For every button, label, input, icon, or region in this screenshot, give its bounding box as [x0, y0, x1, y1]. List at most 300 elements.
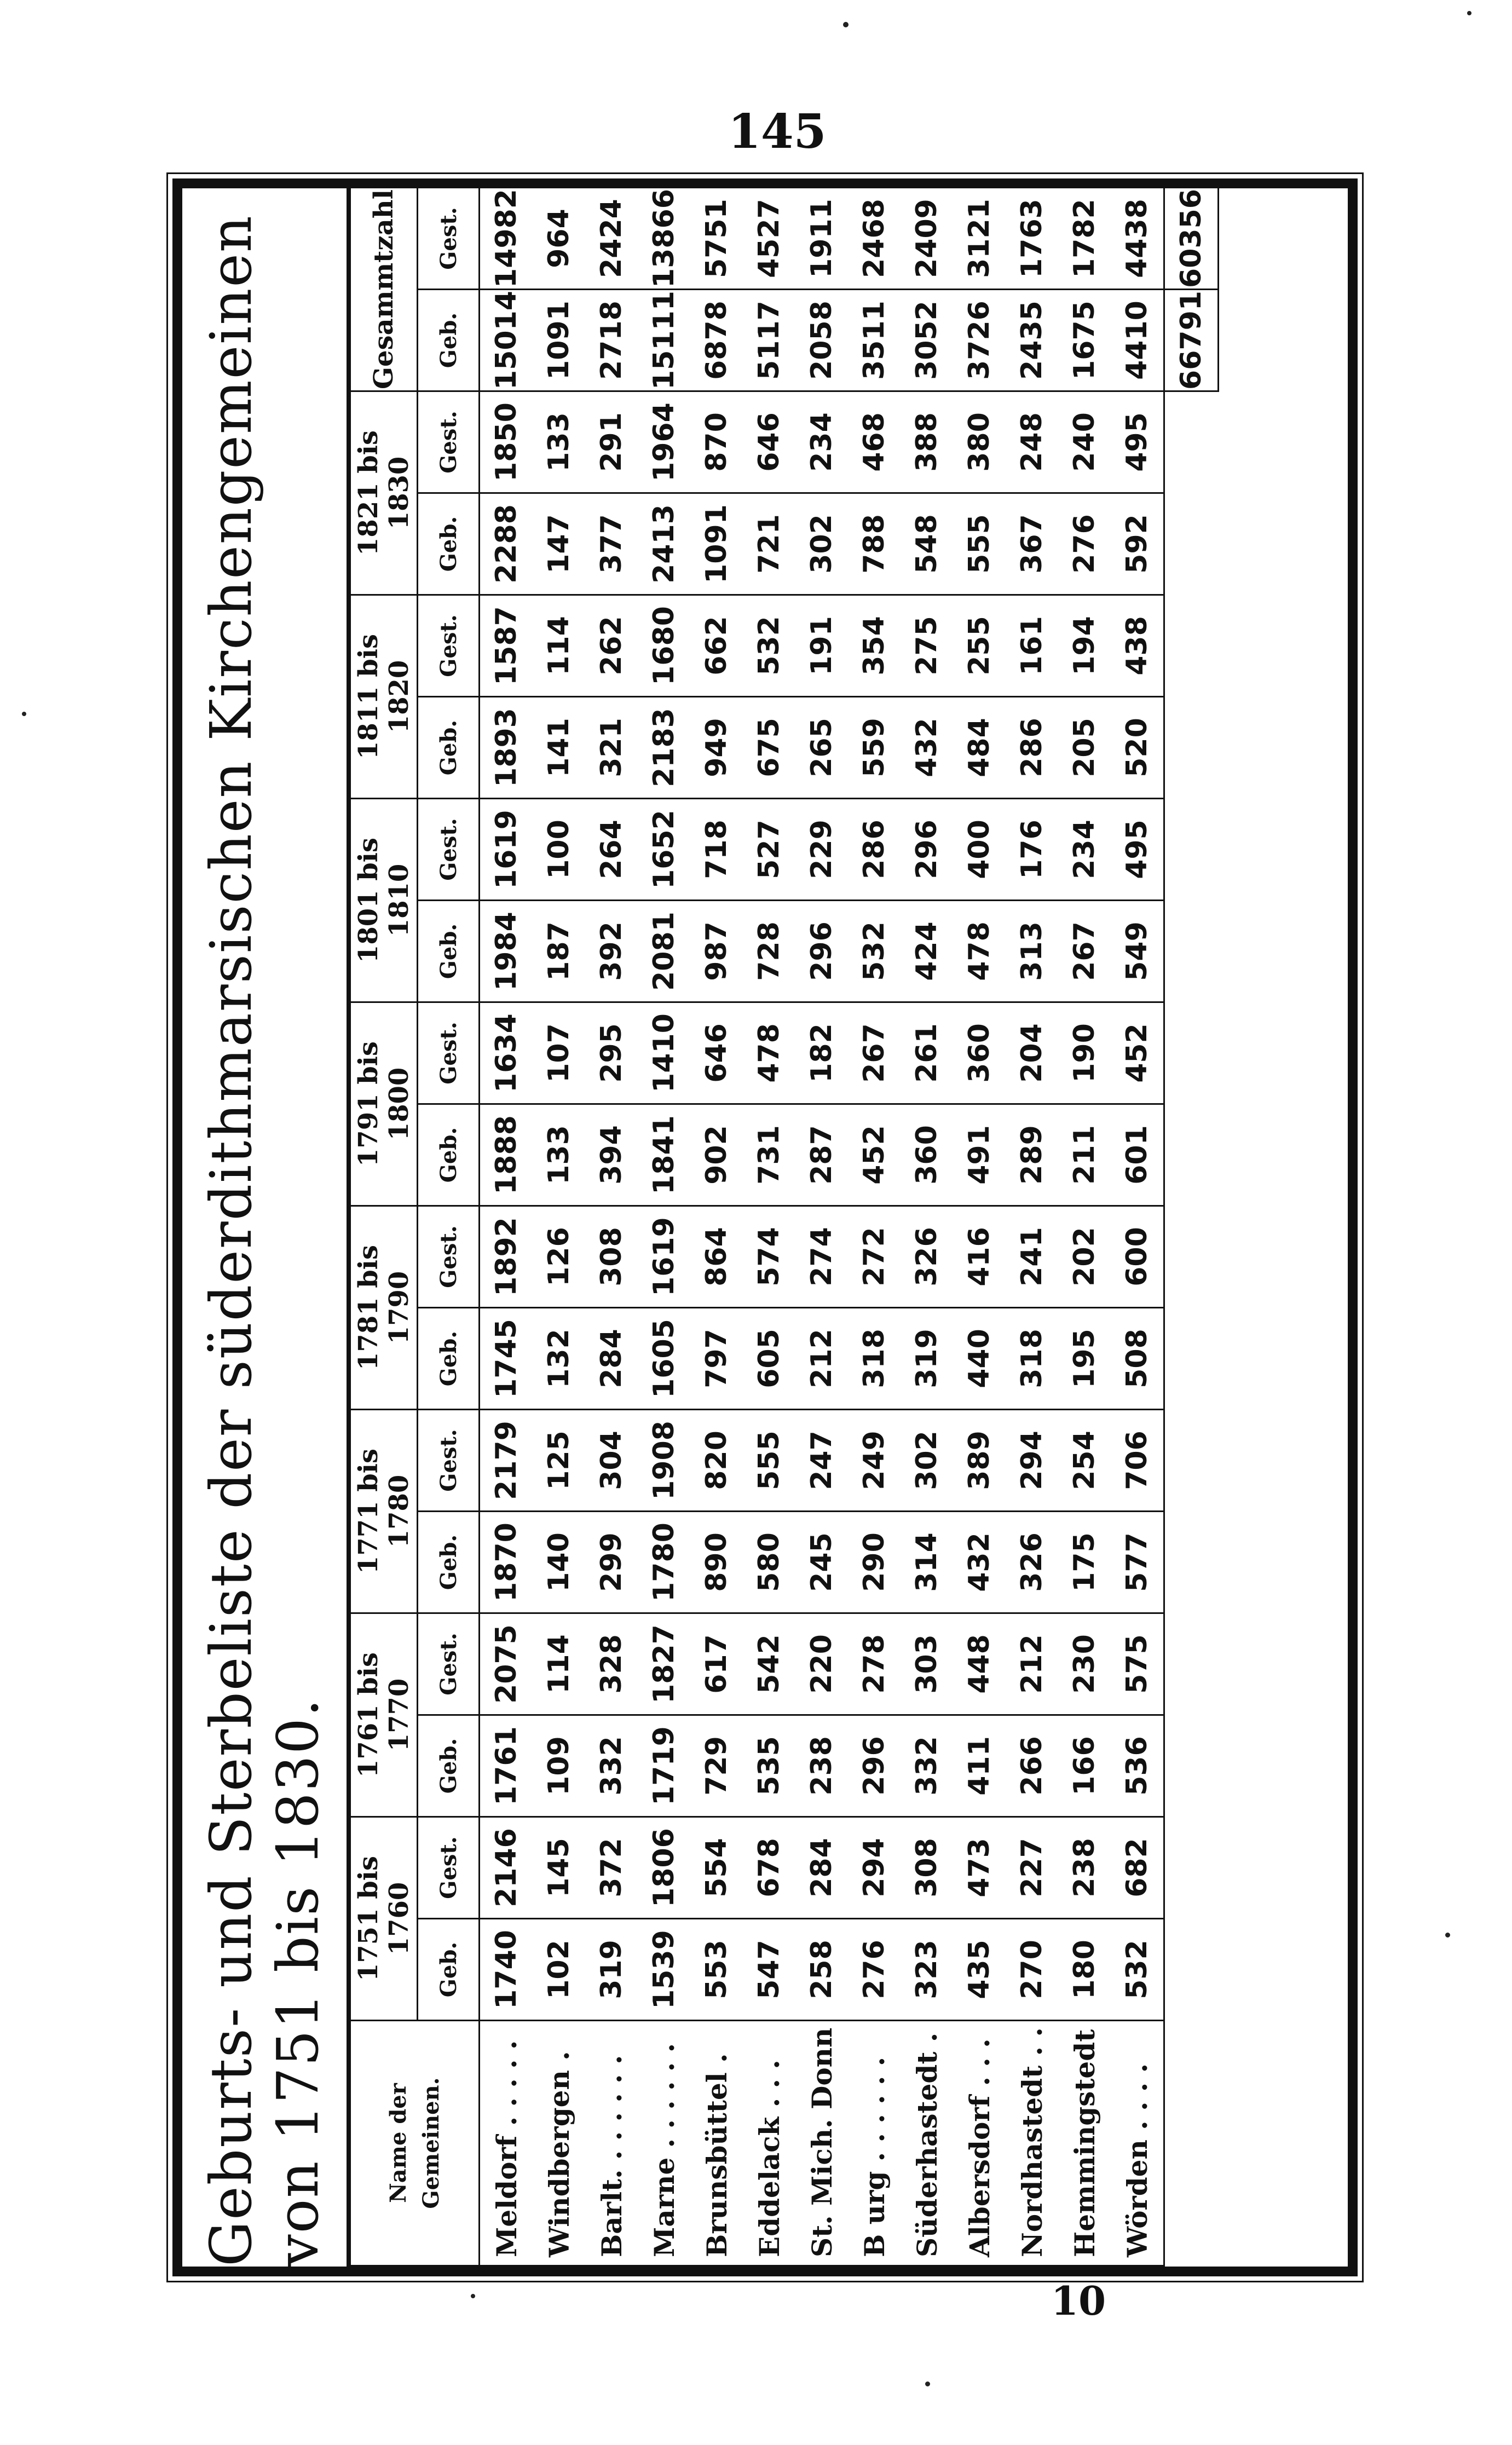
died-count-cell: 212	[1006, 1613, 1058, 1715]
born-count-cell: 2435	[1006, 290, 1058, 391]
born-count-cell: 296	[848, 1715, 901, 1817]
born-count-cell: 284	[585, 1308, 638, 1410]
born-subheader: Geb.	[418, 901, 480, 1002]
period-header: 1811 bis 1820	[350, 595, 418, 799]
born-count-cell: 2058	[795, 290, 848, 391]
born-subheader: Geb.	[418, 290, 480, 391]
born-subheader: Geb.	[418, 1919, 480, 2021]
died-count-cell: 4527	[743, 188, 795, 290]
died-count-cell: 3121	[953, 188, 1006, 290]
died-subheader: Gest.	[418, 391, 480, 493]
born-count-cell: 1888	[480, 1104, 533, 1206]
died-count-cell: 389	[953, 1410, 1006, 1512]
died-count-cell: 126	[533, 1206, 585, 1308]
born-count-cell: 287	[795, 1104, 848, 1206]
died-count-cell: 2424	[585, 188, 638, 290]
died-count-cell: 267	[848, 1002, 901, 1104]
grand-total-died: 60356	[1164, 188, 1219, 290]
table-row	[953, 188, 1006, 2266]
born-count-cell: 536	[1111, 1715, 1164, 1817]
born-count-cell: 559	[848, 697, 901, 799]
died-count-cell: 473	[953, 1817, 1006, 1919]
born-count-cell: 270	[1006, 1919, 1058, 2021]
born-count-cell: 2288	[480, 493, 533, 595]
born-count-cell: 394	[585, 1104, 638, 1206]
born-count-cell: 728	[743, 901, 795, 1002]
died-subheader: Gest.	[418, 1410, 480, 1512]
born-count-cell: 729	[690, 1715, 743, 1817]
born-count-cell: 318	[848, 1308, 901, 1410]
died-count-cell: 360	[953, 1002, 1006, 1104]
died-count-cell: 646	[743, 391, 795, 493]
ink-speck	[1445, 1933, 1450, 1937]
died-subheader: Gest.	[418, 595, 480, 697]
born-subheader: Geb.	[418, 1104, 480, 1206]
died-count-cell: 295	[585, 1002, 638, 1104]
born-count-cell: 605	[743, 1308, 795, 1410]
born-count-cell: 675	[743, 697, 795, 799]
born-count-cell: 797	[690, 1308, 743, 1410]
died-count-cell: 176	[1006, 799, 1058, 901]
died-count-cell: 107	[533, 1002, 585, 1104]
died-count-cell: 542	[743, 1613, 795, 1715]
died-count-cell: 438	[1111, 595, 1164, 697]
born-count-cell: 2183	[638, 697, 690, 799]
ink-speck	[471, 2294, 475, 2298]
birth-death-table	[349, 187, 1219, 2267]
died-count-cell: 13866	[638, 188, 690, 290]
table-row	[480, 188, 533, 2266]
born-count-cell: 553	[690, 1919, 743, 2021]
died-count-cell: 555	[743, 1410, 795, 1512]
died-count-cell: 468	[848, 391, 901, 493]
died-count-cell: 1850	[480, 391, 533, 493]
died-subheader: Gest.	[418, 799, 480, 901]
born-count-cell: 276	[1058, 493, 1111, 595]
died-count-cell: 820	[690, 1410, 743, 1512]
period-header: 1771 bis 1780	[350, 1410, 418, 1613]
period-header-row	[350, 188, 418, 2266]
born-count-cell: 2718	[585, 290, 638, 391]
died-count-cell: 220	[795, 1613, 848, 1715]
died-count-cell: 1652	[638, 799, 690, 901]
died-count-cell: 247	[795, 1410, 848, 1512]
born-count-cell: 2413	[638, 493, 690, 595]
died-count-cell: 254	[1058, 1410, 1111, 1512]
born-count-cell: 296	[795, 901, 848, 1002]
born-count-cell: 147	[533, 493, 585, 595]
born-count-cell: 286	[1006, 697, 1058, 799]
born-count-cell: 1893	[480, 697, 533, 799]
born-count-cell: 367	[1006, 493, 1058, 595]
born-count-cell: 1091	[690, 493, 743, 595]
born-count-cell: 440	[953, 1308, 1006, 1410]
died-count-cell: 354	[848, 595, 901, 697]
born-count-cell: 15014	[480, 290, 533, 391]
born-count-cell: 392	[585, 901, 638, 1002]
died-count-cell: 14982	[480, 188, 533, 290]
died-count-cell: 682	[1111, 1817, 1164, 1919]
died-subheader: Gest.	[418, 1002, 480, 1104]
died-count-cell: 240	[1058, 391, 1111, 493]
died-count-cell: 1782	[1058, 188, 1111, 290]
died-subheader: Gest.	[418, 1817, 480, 1919]
total-row-spacer	[1164, 391, 1219, 2266]
table-row	[638, 188, 690, 2266]
died-count-cell: 678	[743, 1817, 795, 1919]
parish-name: Barlt. . . . . . .	[585, 2021, 638, 2266]
ink-speck	[1467, 11, 1471, 15]
page-number: 145	[728, 104, 827, 159]
died-count-cell: 864	[690, 1206, 743, 1308]
died-count-cell: 272	[848, 1206, 901, 1308]
died-count-cell: 264	[585, 799, 638, 901]
born-count-cell: 377	[585, 493, 638, 595]
parish-name: Albersdorf . . .	[953, 2021, 1006, 2266]
died-count-cell: 1410	[638, 1002, 690, 1104]
died-count-cell: 230	[1058, 1613, 1111, 1715]
table-title: Geburts- und Sterbeliste der süderdithmarsischen Kirchengemeinen von 1751 bis 1830.	[182, 188, 349, 2267]
born-subheader: Geb.	[418, 1512, 480, 1613]
born-count-cell: 332	[585, 1715, 638, 1817]
born-count-cell: 141	[533, 697, 585, 799]
died-count-cell: 308	[901, 1817, 953, 1919]
grand-total-born: 66791	[1164, 290, 1219, 391]
born-count-cell: 580	[743, 1512, 795, 1613]
born-count-cell: 1841	[638, 1104, 690, 1206]
parish-name: Hemmingstedt	[1058, 2021, 1111, 2266]
born-count-cell: 187	[533, 901, 585, 1002]
born-count-cell: 258	[795, 1919, 848, 2021]
died-subheader: Gest.	[418, 1613, 480, 1715]
born-count-cell: 276	[848, 1919, 901, 2021]
period-header: 1751 bis 1760	[350, 1817, 418, 2021]
born-count-cell: 577	[1111, 1512, 1164, 1613]
born-count-cell: 109	[533, 1715, 585, 1817]
born-subheader: Geb.	[418, 697, 480, 799]
born-count-cell: 432	[953, 1512, 1006, 1613]
died-count-cell: 1763	[1006, 188, 1058, 290]
born-count-cell: 175	[1058, 1512, 1111, 1613]
born-count-cell: 435	[953, 1919, 1006, 2021]
died-count-cell: 248	[1006, 391, 1058, 493]
born-count-cell: 549	[1111, 901, 1164, 1002]
died-count-cell: 262	[585, 595, 638, 697]
born-count-cell: 520	[1111, 697, 1164, 799]
table-row	[533, 188, 585, 2266]
died-count-cell: 1908	[638, 1410, 690, 1512]
died-count-cell: 2409	[901, 188, 953, 290]
period-header: 1801 bis 1810	[350, 799, 418, 1002]
born-count-cell: 3511	[848, 290, 901, 391]
born-count-cell: 299	[585, 1512, 638, 1613]
died-count-cell: 241	[1006, 1206, 1058, 1308]
parish-name: Windbergen .	[533, 2021, 585, 2266]
born-count-cell: 1740	[480, 1919, 533, 2021]
died-count-cell: 575	[1111, 1613, 1164, 1715]
born-count-cell: 1870	[480, 1512, 533, 1613]
table-row	[795, 188, 848, 2266]
died-count-cell: 718	[690, 799, 743, 901]
born-count-cell: 890	[690, 1512, 743, 1613]
born-count-cell: 212	[795, 1308, 848, 1410]
died-count-cell: 274	[795, 1206, 848, 1308]
born-count-cell: 290	[848, 1512, 901, 1613]
died-count-cell: 4438	[1111, 188, 1164, 290]
period-header: 1791 bis 1800	[350, 1002, 418, 1206]
born-count-cell: 360	[901, 1104, 953, 1206]
born-count-cell: 1719	[638, 1715, 690, 1817]
died-count-cell: 302	[901, 1410, 953, 1512]
parish-name: Nordhastedt . .	[1006, 2021, 1058, 2266]
born-count-cell: 1761	[480, 1715, 533, 1817]
died-count-cell: 495	[1111, 391, 1164, 493]
died-count-cell: 452	[1111, 1002, 1164, 1104]
died-count-cell: 194	[1058, 595, 1111, 697]
born-count-cell: 266	[1006, 1715, 1058, 1817]
died-count-cell: 234	[795, 391, 848, 493]
born-count-cell: 1675	[1058, 290, 1111, 391]
born-count-cell: 245	[795, 1512, 848, 1613]
born-count-cell: 166	[1058, 1715, 1111, 1817]
born-count-cell: 601	[1111, 1104, 1164, 1206]
born-count-cell: 788	[848, 493, 901, 595]
died-count-cell: 114	[533, 1613, 585, 1715]
died-count-cell: 2146	[480, 1817, 533, 1919]
died-count-cell: 400	[953, 799, 1006, 901]
died-count-cell: 706	[1111, 1410, 1164, 1512]
ink-speck	[843, 22, 849, 27]
born-count-cell: 133	[533, 1104, 585, 1206]
died-count-cell: 100	[533, 799, 585, 901]
born-count-cell: 313	[1006, 901, 1058, 1002]
born-subheader: Geb.	[418, 1715, 480, 1817]
born-count-cell: 205	[1058, 697, 1111, 799]
parish-name: Wörden . . . .	[1111, 2021, 1164, 2266]
born-count-cell: 1605	[638, 1308, 690, 1410]
died-count-cell: 380	[953, 391, 1006, 493]
died-count-cell: 5751	[690, 188, 743, 290]
name-column-header: Name der Gemeinen.	[350, 2021, 480, 2266]
died-count-cell: 554	[690, 1817, 743, 1919]
died-count-cell: 574	[743, 1206, 795, 1308]
died-count-cell: 448	[953, 1613, 1006, 1715]
born-count-cell: 319	[901, 1308, 953, 1410]
died-count-cell: 1911	[795, 188, 848, 290]
ink-speck	[925, 2381, 930, 2386]
born-count-cell: 491	[953, 1104, 1006, 1206]
born-count-cell: 432	[901, 697, 953, 799]
died-count-cell: 388	[901, 391, 953, 493]
born-count-cell: 424	[901, 901, 953, 1002]
died-count-cell: 304	[585, 1410, 638, 1512]
died-count-cell: 416	[953, 1206, 1006, 1308]
period-header: 1761 bis 1770	[350, 1613, 418, 1817]
born-count-cell: 478	[953, 901, 1006, 1002]
born-count-cell: 3052	[901, 290, 953, 391]
died-subheader: Gest.	[418, 188, 480, 290]
born-count-cell: 1539	[638, 1919, 690, 2021]
died-count-cell: 202	[1058, 1206, 1111, 1308]
born-count-cell: 1091	[533, 290, 585, 391]
born-count-cell: 302	[795, 493, 848, 595]
died-count-cell: 1619	[480, 799, 533, 901]
died-count-cell: 227	[1006, 1817, 1058, 1919]
born-count-cell: 1745	[480, 1308, 533, 1410]
parish-name: Marne . . . . . .	[638, 2021, 690, 2266]
died-count-cell: 255	[953, 595, 1006, 697]
period-header: Gesammtzahl	[350, 188, 418, 391]
total-row	[1164, 188, 1219, 2266]
died-count-cell: 1634	[480, 1002, 533, 1104]
died-count-cell: 303	[901, 1613, 953, 1715]
parish-name: Süderhastedt .	[901, 2021, 953, 2266]
died-count-cell: 1680	[638, 595, 690, 697]
born-count-cell: 508	[1111, 1308, 1164, 1410]
born-count-cell: 5117	[743, 290, 795, 391]
died-count-cell: 646	[690, 1002, 743, 1104]
table-row	[690, 188, 743, 2266]
born-count-cell: 321	[585, 697, 638, 799]
rotated-table-area	[182, 188, 1348, 2267]
died-count-cell: 1892	[480, 1206, 533, 1308]
died-count-cell: 191	[795, 595, 848, 697]
subheader-row	[418, 188, 480, 2266]
born-count-cell: 140	[533, 1512, 585, 1613]
born-count-cell: 535	[743, 1715, 795, 1817]
died-count-cell: 294	[848, 1817, 901, 1919]
table-frame	[172, 178, 1358, 2276]
born-count-cell: 2081	[638, 901, 690, 1002]
died-count-cell: 275	[901, 595, 953, 697]
born-count-cell: 411	[953, 1715, 1006, 1817]
died-count-cell: 234	[1058, 799, 1111, 901]
died-count-cell: 964	[533, 188, 585, 290]
table-row	[848, 188, 901, 2266]
died-count-cell: 294	[1006, 1410, 1058, 1512]
died-count-cell: 308	[585, 1206, 638, 1308]
table-row	[1111, 188, 1164, 2266]
died-count-cell: 296	[901, 799, 953, 901]
died-count-cell: 133	[533, 391, 585, 493]
died-count-cell: 2468	[848, 188, 901, 290]
died-count-cell: 495	[1111, 799, 1164, 901]
died-count-cell: 1806	[638, 1817, 690, 1919]
parish-name: Meldorf . . . . .	[480, 2021, 533, 2266]
died-count-cell: 532	[743, 595, 795, 697]
died-count-cell: 2179	[480, 1410, 533, 1512]
died-count-cell: 1587	[480, 595, 533, 697]
died-count-cell: 1827	[638, 1613, 690, 1715]
born-subheader: Geb.	[418, 1308, 480, 1410]
table-row	[1058, 188, 1111, 2266]
born-count-cell: 548	[901, 493, 953, 595]
born-count-cell: 592	[1111, 493, 1164, 595]
born-count-cell: 180	[1058, 1919, 1111, 2021]
born-subheader: Geb.	[418, 493, 480, 595]
table-row	[1006, 188, 1058, 2266]
born-count-cell: 211	[1058, 1104, 1111, 1206]
born-count-cell: 132	[533, 1308, 585, 1410]
died-count-cell: 182	[795, 1002, 848, 1104]
born-count-cell: 532	[848, 901, 901, 1002]
died-count-cell: 161	[1006, 595, 1058, 697]
died-count-cell: 278	[848, 1613, 901, 1715]
parish-name: St. Mich. Donn	[795, 2021, 848, 2266]
born-count-cell: 326	[1006, 1512, 1058, 1613]
died-count-cell: 291	[585, 391, 638, 493]
table-row	[901, 188, 953, 2266]
died-count-cell: 478	[743, 1002, 795, 1104]
died-count-cell: 870	[690, 391, 743, 493]
died-count-cell: 372	[585, 1817, 638, 1919]
table-row	[585, 188, 638, 2266]
died-count-cell: 204	[1006, 1002, 1058, 1104]
born-count-cell: 949	[690, 697, 743, 799]
died-count-cell: 286	[848, 799, 901, 901]
parish-name: Eddelack . . .	[743, 2021, 795, 2266]
born-count-cell: 721	[743, 493, 795, 595]
died-count-cell: 1619	[638, 1206, 690, 1308]
born-count-cell: 15111	[638, 290, 690, 391]
died-count-cell: 600	[1111, 1206, 1164, 1308]
table-row	[743, 188, 795, 2266]
died-count-cell: 229	[795, 799, 848, 901]
ink-speck	[22, 712, 26, 716]
born-count-cell: 1780	[638, 1512, 690, 1613]
died-count-cell: 145	[533, 1817, 585, 1919]
table-body	[480, 188, 1219, 2266]
died-count-cell: 326	[901, 1206, 953, 1308]
died-count-cell: 2075	[480, 1613, 533, 1715]
died-count-cell: 114	[533, 595, 585, 697]
period-header: 1821 bis 1830	[350, 391, 418, 595]
born-count-cell: 323	[901, 1919, 953, 2021]
died-count-cell: 328	[585, 1613, 638, 1715]
parish-name: B urg . . . . . .	[848, 2021, 901, 2266]
died-count-cell: 249	[848, 1410, 901, 1512]
born-count-cell: 195	[1058, 1308, 1111, 1410]
born-count-cell: 731	[743, 1104, 795, 1206]
died-count-cell: 617	[690, 1613, 743, 1715]
born-count-cell: 902	[690, 1104, 743, 1206]
born-count-cell: 3726	[953, 290, 1006, 391]
died-count-cell: 261	[901, 1002, 953, 1104]
born-count-cell: 555	[953, 493, 1006, 595]
born-count-cell: 6878	[690, 290, 743, 391]
born-count-cell: 318	[1006, 1308, 1058, 1410]
born-count-cell: 4410	[1111, 290, 1164, 391]
died-count-cell: 190	[1058, 1002, 1111, 1104]
born-count-cell: 267	[1058, 901, 1111, 1002]
died-count-cell: 284	[795, 1817, 848, 1919]
born-count-cell: 532	[1111, 1919, 1164, 2021]
period-header: 1781 bis 1790	[350, 1206, 418, 1410]
born-count-cell: 332	[901, 1715, 953, 1817]
parish-name: Brunsbüttel .	[690, 2021, 743, 2266]
died-subheader: Gest.	[418, 1206, 480, 1308]
died-count-cell: 1964	[638, 391, 690, 493]
born-count-cell: 102	[533, 1919, 585, 2021]
born-count-cell: 265	[795, 697, 848, 799]
born-count-cell: 314	[901, 1512, 953, 1613]
born-count-cell: 1984	[480, 901, 533, 1002]
died-count-cell: 125	[533, 1410, 585, 1512]
born-count-cell: 238	[795, 1715, 848, 1817]
born-count-cell: 484	[953, 697, 1006, 799]
died-count-cell: 527	[743, 799, 795, 901]
born-count-cell: 987	[690, 901, 743, 1002]
